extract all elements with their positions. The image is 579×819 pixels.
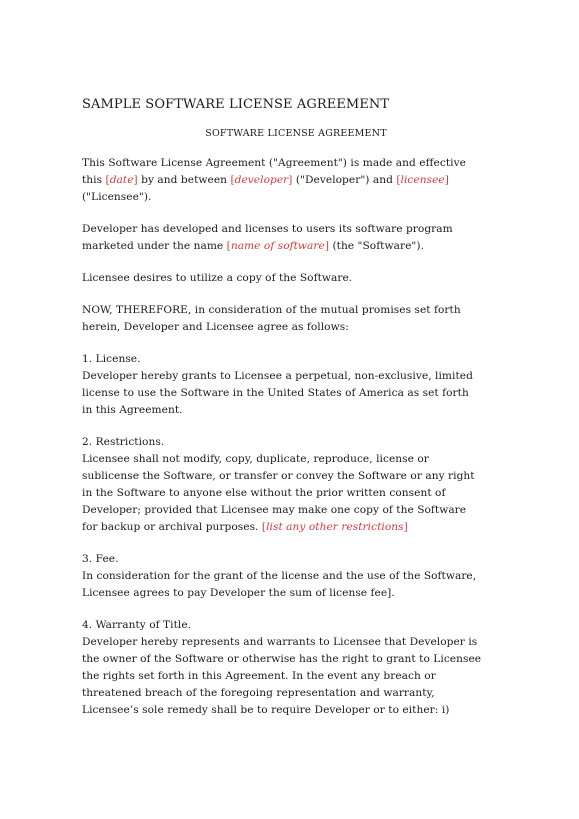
now-therefore-paragraph [82,302,502,336]
section-line: the owner of the Software or otherwise has the right to grant to Licensee [82,653,482,665]
section-line: sublicense the Software, or transfer or convey the Software or any right [82,470,475,482]
section-line: Developer; provided that Licensee may make one copy of the Software [82,504,467,516]
intro-text: ("Developer") and [292,174,397,186]
bracket-open: [ [230,174,235,186]
intro-text: by and between [137,174,231,186]
bracket-close: ] [288,174,293,186]
bracket-close: ] [133,174,138,186]
developer-text: marketed under the name [82,240,227,252]
section-line: Licensee’s sole remedy shall be to require Developer or to either: i) [82,704,450,716]
section-heading: 3. Fee. [82,553,119,565]
section-heading: 1. License. [82,353,141,365]
software-name-placeholder: name of software [230,240,325,252]
section-text: for backup or archival purposes. [82,521,262,533]
section-license [82,351,502,419]
intro-text: this [82,174,106,186]
bracket-close: ] [403,521,408,533]
bracket-close: ] [444,174,449,186]
section-line: Licensee shall not modify, copy, duplicate, reproduce, license or [82,453,429,465]
section-line: license to use the Software in the United States of America as set forth [82,387,469,399]
developer-placeholder: developer [234,174,289,186]
section-line: In consideration for the grant of the license and the use of the Software, [82,570,477,582]
restrictions-placeholder: list any other restrictions [266,521,404,533]
bracket-open: [ [226,240,231,252]
bracket-close: ] [324,240,330,252]
developer-paragraph [82,221,502,255]
bracket-open: [ [396,174,401,186]
section-fee [82,551,502,602]
section-line: threatened breach of the foregoing representation and warranty, [82,687,435,699]
section-line: Developer hereby represents and warrants to Licensee that Developer is [82,636,478,648]
intro-line-3: ("Licensee"). [82,191,152,203]
developer-text: (the "Software"). [329,240,424,252]
developer-line-1: Developer has developed and licenses to users its software program [82,223,453,235]
intro-line-1: This Software License Agreement ("Agreement") is made and effective [82,157,466,169]
section-line: the rights set forth in this Agreement. In the event any breach or [82,670,436,682]
bracket-open: [ [105,174,110,186]
section-line: in the Software to anyone else without the prior written consent of [82,487,446,499]
section-line [82,519,502,536]
section-heading: 2. Restrictions. [82,436,165,448]
document-subtitle: SOFTWARE LICENSE AGREEMENT [205,128,387,139]
now-line-2: herein, Developer and Licensee agree as follows: [82,321,349,333]
desire-paragraph [82,270,502,287]
section-warranty [82,617,502,719]
section-line: Licensee agrees to pay Developer the sum of license fee]. [82,587,395,599]
desire-line: Licensee desires to utilize a copy of the Software. [82,272,353,284]
intro-paragraph [82,155,502,206]
date-placeholder: date [109,174,134,186]
section-line: Developer hereby grants to Licensee a perpetual, non-exclusive, limited [82,370,473,382]
section-restrictions [82,434,502,536]
document-title: SAMPLE SOFTWARE LICENSE AGREEMENT [82,97,390,112]
intro-line-2 [82,172,502,189]
bracket-open: [ [261,521,267,533]
section-line: in this Agreement. [82,404,183,416]
document-page [82,96,502,719]
section-heading: 4. Warranty of Title. [82,619,192,631]
licensee-placeholder: licensee [400,174,445,186]
now-line-1: NOW, THEREFORE, in consideration of the mutual promises set forth [82,304,461,316]
developer-line-2 [82,238,502,255]
